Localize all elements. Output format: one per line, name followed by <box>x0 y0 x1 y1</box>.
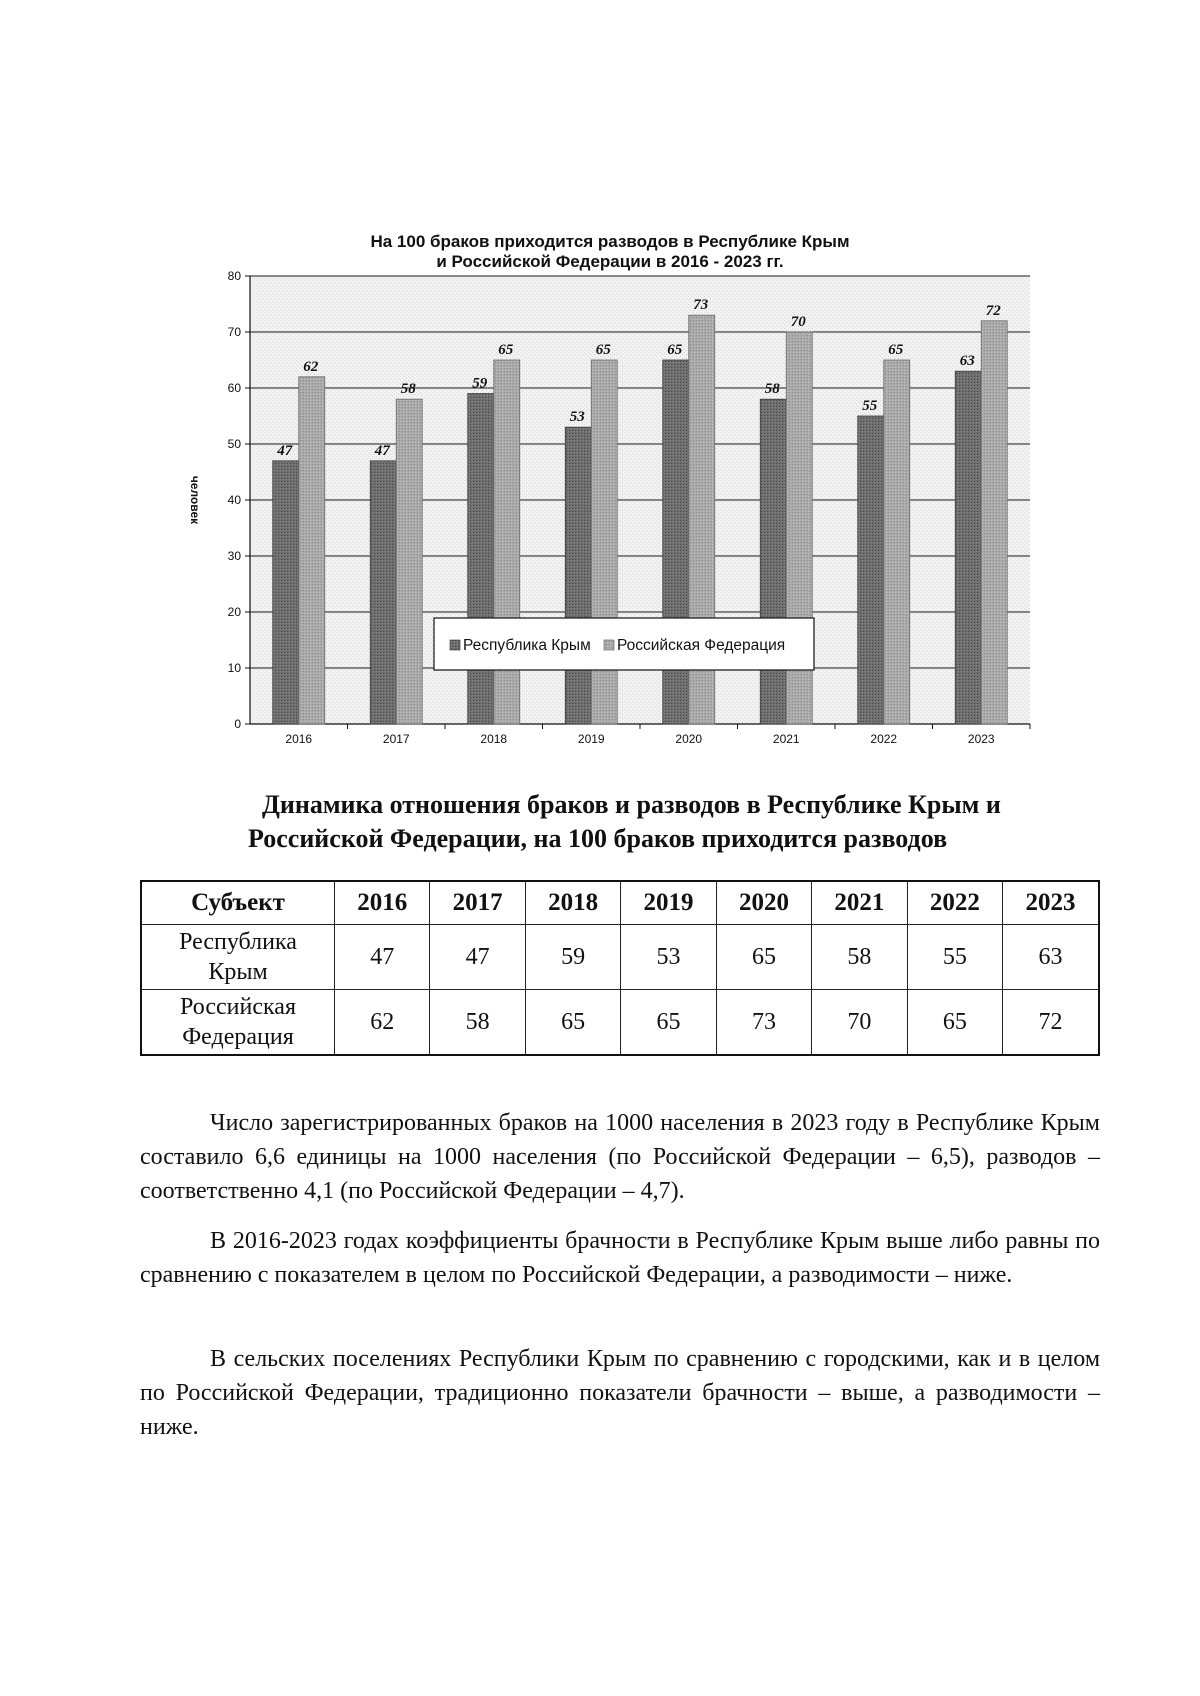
bar-crimea <box>273 461 299 724</box>
table-cell: 55 <box>907 925 1002 990</box>
bar-crimea <box>955 371 981 724</box>
table-header-cell: Субъект <box>141 881 335 925</box>
y-tick-label: 20 <box>227 605 241 619</box>
data-label-crimea: 47 <box>374 442 390 459</box>
bar-russia <box>884 360 910 724</box>
table-header-cell: 2019 <box>621 881 716 925</box>
table-header-cell: 2017 <box>430 881 525 925</box>
table-cell: 62 <box>335 990 430 1056</box>
section-title-line1: Динамика отношения браков и разводов в Республике Крым и <box>262 790 1001 819</box>
data-label-crimea: 59 <box>472 375 488 392</box>
bar-crimea <box>858 416 884 724</box>
x-tick-label: 2017 <box>382 732 410 746</box>
bar-russia <box>981 321 1007 724</box>
paragraph-marriage-rates: Число зарегистрированных браков на 1000 населения в 2023 году в Республике Крым составило 6,6 единицы на 1000 населения (по Российской Федерации – 6,5), разводов – соответственно 4,1 (по Российской Федерации – 4,7). <box>140 1110 1100 1204</box>
x-tick-label: 2020 <box>675 732 703 746</box>
x-tick-label: 2021 <box>772 732 800 746</box>
data-label-russia: 70 <box>790 314 806 330</box>
table-row <box>141 990 1099 1056</box>
legend-swatch-russia <box>604 640 614 650</box>
y-tick-label: 80 <box>227 269 241 283</box>
data-label-russia: 65 <box>498 342 514 358</box>
y-tick-label: 30 <box>227 549 241 563</box>
table-cell: 70 <box>812 990 907 1056</box>
data-label-crimea: 47 <box>277 442 293 459</box>
table-subject-cell <box>141 925 335 990</box>
subject-line: Федерация <box>182 1024 294 1050</box>
data-label-russia: 73 <box>693 297 709 314</box>
paragraph-rural: В сельских поселениях Республики Крым по сравнению с городскими, как и в целом по Российской Федерации, традиционно показатели брачности – выше, а разводимости – ниже. <box>140 1346 1100 1440</box>
x-tick-label: 2016 <box>285 732 313 746</box>
bar-russia <box>396 399 422 724</box>
y-tick-label: 60 <box>227 381 241 395</box>
data-label-crimea: 63 <box>959 353 975 370</box>
legend-label-russia: Российская Федерация <box>617 637 786 654</box>
subject-line: Крым <box>208 959 268 985</box>
table-row <box>141 925 1099 990</box>
y-tick-label: 70 <box>227 325 241 339</box>
bar-crimea <box>760 399 786 724</box>
table-header-cell: 2021 <box>812 881 907 925</box>
bar-crimea <box>468 394 494 724</box>
data-label-russia: 58 <box>400 381 416 398</box>
table-header-cell: 2022 <box>907 881 1002 925</box>
legend-swatch-crimea <box>450 640 460 650</box>
table-cell: 73 <box>716 990 811 1056</box>
table-header-cell: 2016 <box>335 881 430 925</box>
divorce-ratio-chart <box>170 226 1050 766</box>
x-tick-label: 2019 <box>577 732 605 746</box>
table-header-cell: 2018 <box>525 881 620 925</box>
y-tick-label: 40 <box>227 493 241 507</box>
table-header-cell: 2023 <box>1003 881 1099 925</box>
data-label-crimea: 58 <box>764 381 780 398</box>
y-tick-label: 50 <box>227 437 241 451</box>
legend-label-crimea: Республика Крым <box>463 637 591 654</box>
y-tick-label: 10 <box>227 661 241 675</box>
table-header-cell: 2020 <box>716 881 811 925</box>
table-subject-cell <box>141 990 335 1056</box>
table-cell: 59 <box>525 925 620 990</box>
chart-title-line1: На 100 браков приходится разводов в Республике Крым <box>370 232 850 251</box>
paragraph-coefficients: В 2016-2023 годах коэффициенты брачности в Республике Крым выше либо равны по сравнению с показателем в целом по Российской Федерации, а разводимости – ниже. <box>140 1228 1100 1288</box>
y-axis-label: человек <box>188 475 202 525</box>
y-tick-label: 0 <box>234 717 241 731</box>
table-cell: 47 <box>430 925 525 990</box>
table-header-row <box>141 881 1099 925</box>
ratio-table <box>140 880 1100 1056</box>
chart-title-line2: и Российской Федерации в 2016 - 2023 гг. <box>436 252 784 271</box>
data-label-crimea: 65 <box>667 342 683 358</box>
bar-crimea <box>370 461 396 724</box>
data-label-crimea: 53 <box>569 409 585 426</box>
table-cell: 72 <box>1003 990 1099 1056</box>
x-tick-label: 2018 <box>480 732 508 746</box>
data-label-crimea: 55 <box>862 398 878 414</box>
table-cell: 65 <box>907 990 1002 1056</box>
subject-line: Российская <box>180 994 296 1020</box>
table-cell: 53 <box>621 925 716 990</box>
data-label-russia: 65 <box>595 342 611 358</box>
bar-crimea <box>565 427 591 724</box>
data-label-russia: 62 <box>303 358 319 375</box>
data-label-russia: 72 <box>985 302 1001 319</box>
x-tick-label: 2023 <box>967 732 995 746</box>
table-cell: 65 <box>716 925 811 990</box>
table-cell: 58 <box>812 925 907 990</box>
section-title-line2: Российской Федерации, на 100 браков приходится разводов <box>248 824 948 853</box>
table-cell: 65 <box>621 990 716 1056</box>
subject-line: Республика <box>179 929 297 955</box>
legend <box>434 618 814 670</box>
bar-russia <box>299 377 325 724</box>
table-cell: 63 <box>1003 925 1099 990</box>
data-label-russia: 65 <box>888 342 904 358</box>
table-cell: 47 <box>335 925 430 990</box>
x-tick-label: 2022 <box>870 732 898 746</box>
table-cell: 58 <box>430 990 525 1056</box>
section-title <box>160 788 1110 856</box>
table-cell: 65 <box>525 990 620 1056</box>
